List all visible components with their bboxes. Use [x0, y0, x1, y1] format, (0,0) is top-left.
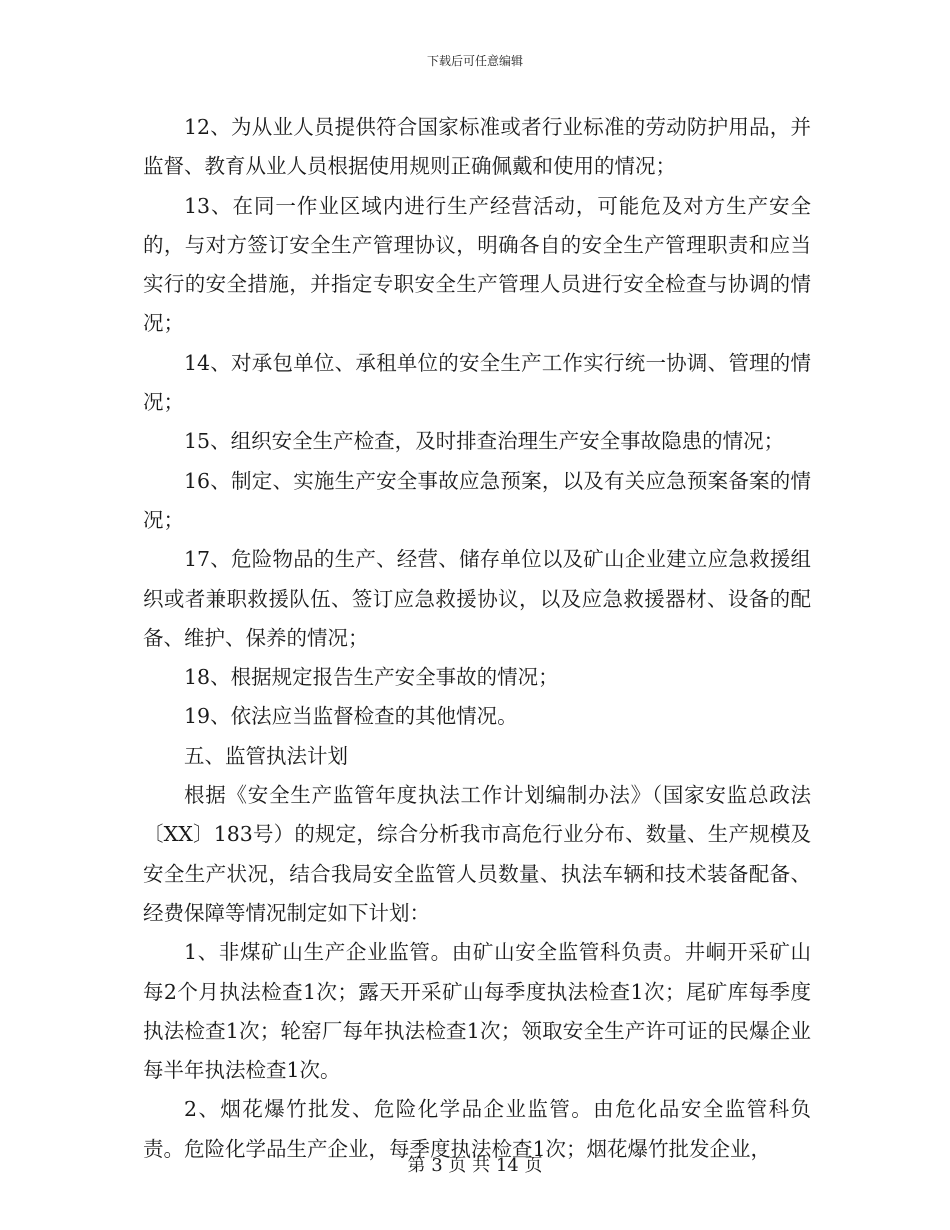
paragraph-item-16: 16、制定、实施生产安全事故应急预案，以及有关应急预案备案的情况；	[143, 468, 811, 532]
paragraph-item-12: 12、为从业人员提供符合国家标准或者行业标准的劳动防护用品，并监督、教育从业人员根据使用规则正确佩戴和使用的情况；	[143, 115, 811, 179]
paragraph-plan-2: 2、烟花爆竹批发、危险化学品企业监管。由危化品安全监管科负责。危险化学品生产企业，每季度执法检查1次；烟花爆竹批发企业，	[143, 1097, 811, 1161]
paragraph-plan-intro: 根据《安全生产监管年度执法工作计划编制办法》（国家安监总政法〔XX〕183号）的规定，综合分析我市高危行业分布、数量、生产规模及安全生产状况，结合我局安全监管人员数量、执法车辆和技术装备配备、经费保障等情况制定如下计划：	[143, 783, 811, 925]
paragraph-item-15: 15、组织安全生产检查，及时排查治理生产安全事故隐患的情况；	[184, 429, 785, 454]
paragraph-plan-1: 1、非煤矿山生产企业监管。由矿山安全监管科负责。井峒开采矿山每2个月执法检查1次；露天开采矿山每季度执法检查1次；尾矿库每季度执法检查1次；轮窑厂每年执法检查1次；领取安全生产许可证的民爆企业每半年执法检查1次。	[143, 940, 811, 1083]
paragraph-item-19: 19、依法应当监督检查的其他情况。	[184, 704, 518, 729]
section-heading-enforcement-plan: 五、监管执法计划	[184, 743, 348, 768]
paragraph-item-14: 14、对承包单位、承租单位的安全生产工作实行统一协调、管理的情况；	[143, 350, 811, 415]
paragraph-item-18: 18、根据规定报告生产安全事故的情况；	[184, 665, 559, 690]
document-body	[143, 108, 811, 1169]
page-header: 下载后可任意编辑	[426, 54, 523, 68]
paragraph-item-13: 13、在同一作业区域内进行生产经营活动，可能危及对方生产安全的，与对方签订安全生产管理协议，明确各自的安全生产管理职责和应当实行的安全措施，并指定专职安全生产管理人员进行安全检查与协调的情况；	[143, 193, 811, 336]
paragraph-item-17: 17、危险物品的生产、经营、储存单位以及矿山企业建立应急救援组织或者兼职救援队伍、签订应急救援协议，以及应急救援器材、设备的配备、维护、保养的情况；	[143, 547, 811, 650]
page-number: 第 3 页 共 14 页	[407, 1155, 543, 1176]
